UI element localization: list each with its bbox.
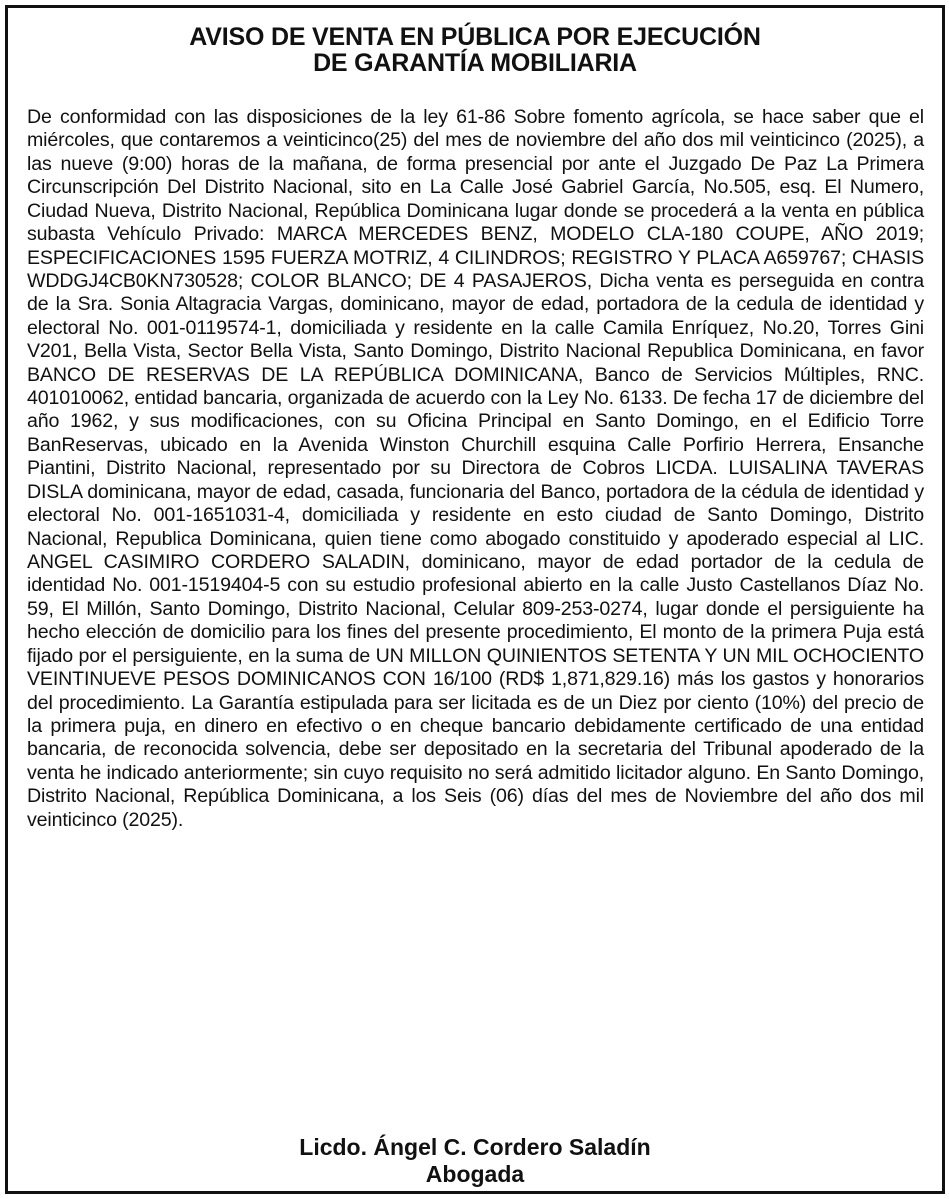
notice-body: De conformidad con las disposiciones de la ley 61-86 Sobre fomento agrícola, se hace saber que el miércoles, que contaremos a veinticinco(25) del mes de noviembre del año dos mil veinticinco (2025), a las nueve (9:00) horas de la mañana, de forma presencial por ante el Juzgado De Paz La Primera Circunscripción Del Distrito Nacional, sito en La Calle José Gabriel García, No.505, esq. El Numero, Ciudad Nueva, Distrito Nacional, República Dominicana lugar donde se procederá a la venta en pública subasta Vehículo Privado: MARCA MERCEDES BENZ, MODELO CLA-180 COUPE, AÑO 2019; ESPECIFICACIONES 1595 FUERZA MOTRIZ, 4 CILINDROS; REGISTRO Y PLACA A659767; CHASIS WDDGJ4CB0KN730528; COLOR BLANCO; DE 4 PASAJEROS, Dicha venta es perseguida en contra de la Sra. Sonia Altagracia Vargas, dominicano, mayor de edad, portadora de la cedula de identidad y electoral No. 001-0119574-1, domiciliada y residente en la calle Camila Enríquez, No.20, Torres Gini V201, Bella Vista, Sector Bella Vista, Santo Domingo, Distrito Nacional Republica Dominicana, en favor BANCO DE RESERVAS DE LA REPÚBLICA DOMINICANA, Banco de Servicios Múltiples, RNC. 401010062, entidad bancaria, organizada de acuerdo con la Ley No. 6133. De fecha 17 de diciembre del año 1962, y sus modificaciones, con su Oficina Principal en Santo Domingo, en el Edificio Torre BanReservas, ubicado en la Avenida Winston Churchill esquina Calle Porfirio Herrera, Ensanche Piantini, Distrito Nacional, representado por su Directora de Cobros LICDA. LUISALINA TAVERAS DISLA dominicana, mayor de edad, casada, funcionaria del Banco, portadora de la cédula de identidad y electoral No. 001-1651031-4, domiciliada y residente en esto ciudad de Santo Domingo, Distrito Nacional, Republica Dominicana, quien tiene como abogado constituido y apoderado especial al LIC. ANGEL CASIMIRO CORDERO SALADIN, dominicano, mayor de edad portador de la cedula de identidad No. 001-1519404-5 con su estudio profesional abierto en la calle Justo Castellanos Díaz No. 59, El Millón, Santo Domingo, Distrito Nacional, Celular 809-253-0274, lugar donde el persiguiente ha hecho elección de domicilio para los fines del presente procedimiento, El monto de la primera Puja está fijado por el persiguiente, en la suma de UN MILLON QUINIENTOS SETENTA Y UN MIL OCHOCIENTO VEINTINUEVE PESOS DOMINICANOS CON 16/100 (RD$ 1,871,829.16) más los gastos y honorarios del procedimiento. La Garantía estipulada para ser licitada es de un Diez por ciento (10%) del precio de la primera puja, en dinero en efectivo o en cheque bancario debidamente certificado de una entidad bancaria, de reconocida solvencia, debe ser depositado en la secretaria del Tribunal apoderado de la venta he indicado anteriormente; sin cuyo requisito no será admitido licitador alguno. En Santo Domingo, Distrito Nacional, República Dominicana, a los Seis (06) días del mes de Noviembre del año dos mil veinticinco (2025). [27,106,924,831]
signature-block [8,1134,942,1188]
notice-title-line-2: DE GARANTÍA MOBILIARIA [313,49,637,77]
signer-name: Licdo. Ángel C. Cordero Saladín [299,1134,651,1160]
signer-role: Abogada [425,1161,525,1187]
notice-title [8,24,942,76]
notice-title-line-1: AVISO DE VENTA EN PÚBLICA POR EJECUCIÓN [189,23,761,51]
notice-frame [5,5,945,1194]
